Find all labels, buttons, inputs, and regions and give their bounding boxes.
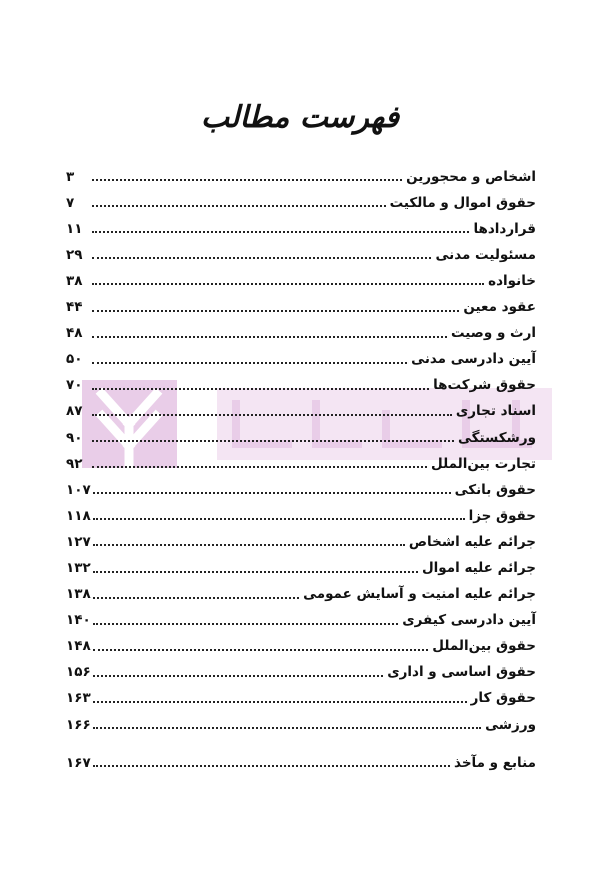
toc-leader-dots bbox=[93, 727, 481, 729]
toc-entry-label: تجارت بین‌الملل bbox=[431, 455, 536, 472]
page-title: فهرست مطالب bbox=[200, 100, 400, 135]
table-of-contents bbox=[66, 158, 536, 770]
toc-leader-dots bbox=[93, 518, 465, 520]
toc-row bbox=[66, 315, 536, 341]
toc-page-number: ۹۲ bbox=[66, 455, 83, 472]
toc-page-number: ۴۴ bbox=[66, 299, 83, 316]
toc-page-number: ۴۸ bbox=[66, 325, 83, 342]
toc-entry-label: آیین دادرسی کیفری bbox=[402, 612, 536, 629]
toc-row bbox=[66, 576, 536, 602]
toc-entry-label: جرائم علیه اشخاص bbox=[408, 533, 536, 550]
toc-entry-label: مسئولیت مدنی bbox=[435, 246, 536, 263]
toc-leader-dots bbox=[92, 205, 386, 207]
toc-leader-dots bbox=[93, 701, 467, 703]
toc-row bbox=[66, 288, 536, 314]
toc-entry-label: قراردادها bbox=[473, 220, 536, 237]
toc-leader-dots bbox=[92, 440, 454, 442]
toc-entry-label: ورزشی bbox=[485, 716, 536, 733]
toc-leader-dots bbox=[92, 362, 407, 364]
toc-leader-dots bbox=[93, 597, 299, 599]
toc-row bbox=[66, 262, 536, 288]
toc-page-number: ۱۱۸ bbox=[66, 507, 91, 524]
toc-page-number: ۱۲۷ bbox=[66, 533, 91, 550]
toc-row bbox=[66, 341, 536, 367]
toc-leader-dots bbox=[92, 414, 452, 416]
toc-page-number: ۱۵۶ bbox=[66, 664, 91, 681]
toc-page-number: ۷۰ bbox=[66, 377, 83, 394]
toc-row bbox=[66, 393, 536, 419]
toc-page-number: ۷ bbox=[66, 194, 75, 211]
toc-page-number: ۹۰ bbox=[66, 429, 83, 446]
toc-leader-dots bbox=[92, 283, 484, 285]
toc-entry-label: اشخاص و محجورین bbox=[406, 168, 536, 185]
toc-entry-label: جرائم علیه اموال bbox=[421, 560, 536, 576]
toc-leader-dots bbox=[93, 675, 384, 677]
toc-page-number: ۱۱ bbox=[66, 220, 83, 237]
toc-entry-label: حقوق شرکت‌ها bbox=[433, 377, 536, 394]
toc-entry-label: حقوق بانکی bbox=[454, 481, 536, 498]
toc-row bbox=[66, 419, 536, 445]
toc-leader-dots bbox=[93, 492, 451, 494]
toc-row bbox=[66, 628, 536, 654]
toc-row bbox=[66, 367, 536, 393]
toc-row bbox=[66, 471, 536, 497]
toc-leader-dots bbox=[92, 336, 447, 338]
toc-row bbox=[66, 549, 536, 575]
toc-entry-label: خانواده bbox=[488, 272, 536, 289]
toc-leader-dots bbox=[93, 571, 418, 573]
toc-entry-label: حقوق بین‌الملل bbox=[432, 638, 536, 655]
toc-entry-label: حقوق اساسی و اداری bbox=[387, 664, 536, 681]
toc-entry-label: اسناد تجاری bbox=[455, 403, 536, 420]
toc-leader-dots bbox=[92, 310, 459, 312]
toc-page-number: ۱۳۲ bbox=[66, 560, 91, 576]
toc-page-number: ۱۶۶ bbox=[66, 716, 91, 733]
toc-row bbox=[66, 445, 536, 471]
toc-entry-label: ارث و وصیت bbox=[451, 325, 536, 342]
toc-leader-dots bbox=[92, 388, 429, 390]
toc-row bbox=[66, 210, 536, 236]
toc-entry-label: حقوق جزا bbox=[468, 507, 536, 524]
toc-leader-dots bbox=[93, 544, 405, 546]
toc-row bbox=[66, 158, 536, 184]
toc-page-number: ۸۷ bbox=[66, 403, 83, 420]
toc-row bbox=[66, 497, 536, 523]
toc-row bbox=[66, 236, 536, 262]
toc-page-number: ۱۴۸ bbox=[66, 638, 91, 655]
toc-leader-dots bbox=[92, 257, 431, 259]
toc-leader-dots bbox=[92, 466, 427, 468]
toc-entry-label: منابع و مآخذ bbox=[454, 754, 536, 771]
toc-page-number: ۱۶۷ bbox=[66, 754, 91, 771]
toc-page-number: ۱۳۸ bbox=[66, 586, 91, 603]
toc-entry-label: آیین دادرسی مدنی bbox=[411, 351, 536, 368]
toc-page-number: ۵۰ bbox=[66, 351, 83, 368]
toc-page-number: ۳۸ bbox=[66, 272, 83, 289]
toc-row bbox=[66, 184, 536, 210]
toc-row bbox=[66, 706, 536, 732]
toc-page-number: ۱۴۰ bbox=[66, 612, 91, 629]
toc-entry-label: ورشکستگی bbox=[457, 429, 536, 446]
toc-leader-dots bbox=[92, 179, 402, 181]
toc-entry-label: حقوق اموال و مالکیت bbox=[389, 194, 536, 211]
toc-leader-dots bbox=[93, 765, 450, 767]
toc-entry-label: جرائم علیه امنیت و آسایش عمومی bbox=[303, 586, 536, 603]
toc-leader-dots bbox=[93, 649, 429, 651]
toc-row bbox=[66, 523, 536, 549]
toc-row bbox=[66, 744, 536, 770]
toc-leader-dots bbox=[92, 231, 469, 233]
toc-row bbox=[66, 654, 536, 680]
toc-page-number: ۳ bbox=[66, 168, 75, 185]
toc-page-number: ۲۹ bbox=[66, 246, 83, 263]
toc-leader-dots bbox=[93, 623, 398, 625]
toc-page-number: ۱۶۳ bbox=[66, 690, 91, 707]
toc-entry-label: عقود معین bbox=[463, 299, 536, 316]
toc-row bbox=[66, 680, 536, 706]
toc-entry-label: حقوق کار bbox=[470, 690, 536, 707]
toc-row bbox=[66, 602, 536, 628]
toc-page-number: ۱۰۷ bbox=[66, 481, 91, 498]
